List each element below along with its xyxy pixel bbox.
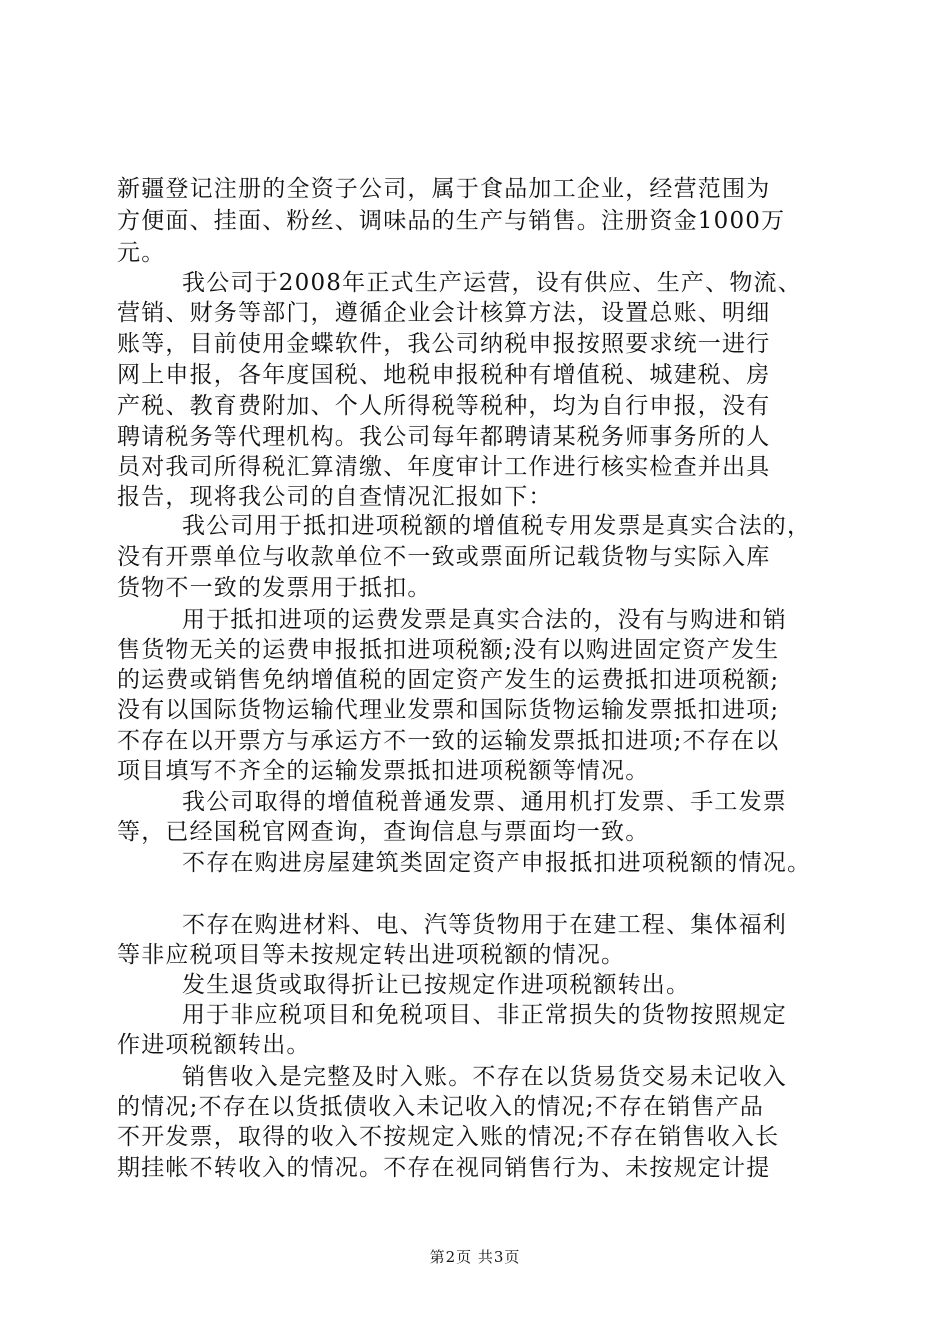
text-line: 货物不一致的发票用于抵扣。 <box>117 575 432 601</box>
text-line: 用于抵扣进项的运费发票是真实合法的，没有与购进和销 <box>182 607 787 633</box>
page-footer <box>0 1247 950 1267</box>
text-line: 等非应税项目等未按规定转出进项税额的情况。 <box>117 942 626 968</box>
text-line: 元。 <box>117 240 166 266</box>
text-line: 产税、教育费附加、个人所得税等税种，均为自行申报，没有 <box>117 393 771 419</box>
text-line: 期挂帐不转收入的情况。不存在视同销售行为、未按规定计提 <box>117 1155 771 1181</box>
text-line: 等，已经国税官网查询，查询信息与票面均一致。 <box>117 819 650 845</box>
text-line: 作进项税额转出。 <box>117 1032 311 1058</box>
text-line: 的运费或销售免纳增值税的固定资产发生的运费抵扣进项税额; <box>117 667 780 693</box>
text-line: 不存在购进房屋建筑类固定资产申报抵扣进项税额的情况。 <box>182 850 812 876</box>
text-line: 营销、财务等部门，遵循企业会计核算方法，设置总账、明细 <box>117 300 771 326</box>
text-line: 用于非应税项目和免税项目、非正常损失的货物按照规定 <box>182 1002 787 1028</box>
text-line: 不存在以开票方与承运方不一致的运输发票抵扣进项;不存在以 <box>117 728 780 754</box>
text-line: 不存在购进材料、电、汽等货物用于在建工程、集体福利 <box>182 912 787 938</box>
text-line: 发生退货或取得折让已按规定作进项税额转出。 <box>182 972 691 998</box>
text-line: 报告，现将我公司的自查情况汇报如下： <box>117 484 553 510</box>
text-line: 我公司于2008年正式生产运营，设有供应、生产、物流、 <box>182 270 802 296</box>
text-line: 聘请税务等代理机构。我公司每年都聘请某税务师事务所的人 <box>117 424 771 450</box>
text-line: 项目填写不齐全的运输发票抵扣进项税额等情况。 <box>117 758 650 784</box>
text-line: 网上申报，各年度国税、地税申报税种有增值税、城建税、房 <box>117 362 771 388</box>
text-line: 方便面、挂面、粉丝、调味品的生产与销售。注册资金1000万 <box>117 208 786 234</box>
text-line: 没有开票单位与收款单位不一致或票面所记载货物与实际入库 <box>117 544 771 570</box>
text-line: 没有以国际货物运输代理业发票和国际货物运输发票抵扣进项; <box>117 697 780 723</box>
text-line: 账等，目前使用金蝶软件，我公司纳税申报按照要求统一进行 <box>117 331 771 357</box>
text-line: 新疆登记注册的全资子公司，属于食品加工企业，经营范围为 <box>117 176 771 202</box>
text-line: 我公司用于抵扣进项税额的增值税专用发票是真实合法的， <box>182 513 812 539</box>
text-line: 不开发票，取得的收入不按规定入账的情况;不存在销售收入长 <box>117 1124 780 1150</box>
text-line: 销售收入是完整及时入账。不存在以货易货交易未记收入 <box>182 1064 787 1090</box>
text-line: 的情况;不存在以货抵债收入未记收入的情况;不存在销售产品 <box>117 1094 765 1120</box>
page-number: 第2页 共3页 <box>429 1248 521 1266</box>
text-line: 员对我司所得税汇算清缴、年度审计工作进行核实检查并出具 <box>117 454 771 480</box>
text-line: 售货物无关的运费申报抵扣进项税额;没有以购进固定资产发生 <box>117 637 780 663</box>
text-line: 我公司取得的增值税普通发票、通用机打发票、手工发票 <box>182 789 787 815</box>
